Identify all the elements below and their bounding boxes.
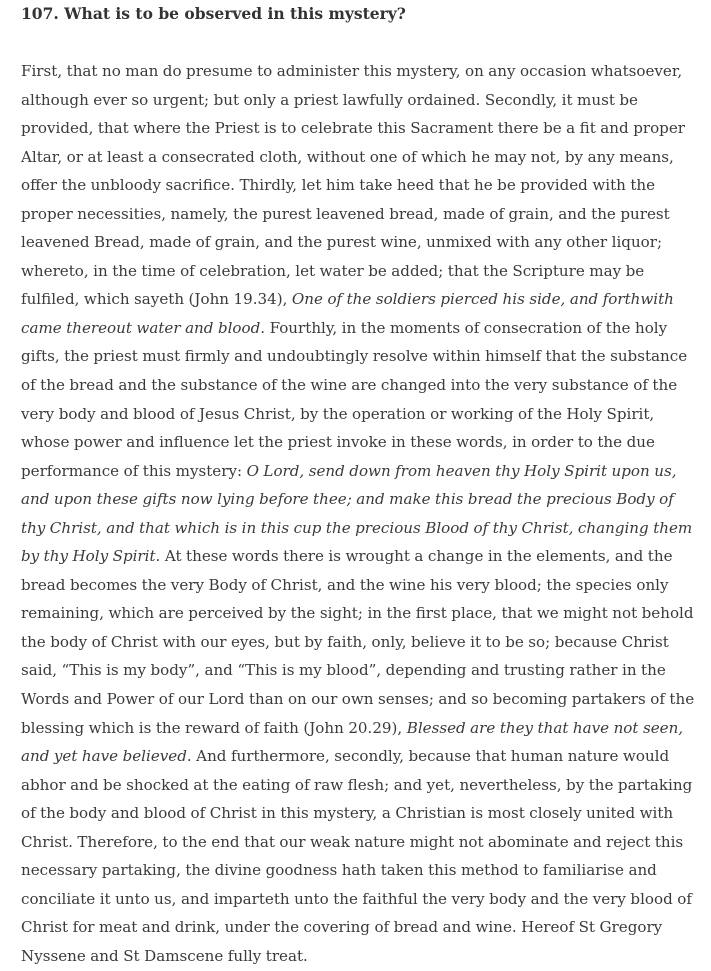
question-heading: 107. What is to be observed in this mystery? — [21, 4, 406, 23]
scripture-quote-john-20-29: Blessed are they that have not seen, and yet have believed — [21, 718, 684, 766]
answer-paragraph — [21, 57, 697, 971]
answer-text-part-1: First, that no man do presume to administer this mystery, on any occasion whatsoever, although ever so urgent; but only a priest lawfully ordained. Secondly, it must be provided, that where the Priest is to celebrate this Sacrament there be a fit and proper Altar, or at least a consecrated cloth, without one of which he may not, by any means, offer the unbloody sacrifice. Thirdly, let him take heed that he be provided with the proper necessities, namely, the purest leavened bread, made of grain, and the purest leavened Bread, made of grain, and the purest wine, unmixed with any other liquor; whereto, in the time of celebration, let water be added; that the Scripture may be fulfiled, which sayeth (John 19.34), — [21, 62, 685, 309]
answer-text-part-2: . Fourthly, in the moments of consecration of the holy gifts, the priest must firmly and undoubtingly resolve within himself that the substance of the bread and the substance of the wine are changed into the very substance of the very body and blood of Jesus Christ, by the operation or working of the Holy Spirit, whose power and influence let the priest invoke in these words, in order to the due performance of this mystery: — [21, 318, 688, 480]
answer-text-part-4: . And furthermore, secondly, because that human nature would abhor and be shocked at the eating of raw flesh; and yet, nevertheless, by the partaking of the body and blood of Christ in this mystery, a Christian is most closely united with Christ. Therefore, to the end that our weak nature might not abominate and reject this necessary partaking, the divine goodness hath taken this method to familiarise and conciliate it unto us, and imparteth unto the faithful the very body and the very blood of Christ for meat and drink, under the covering of bread and wine. Hereof St Gregory Nyssene and St Damscene fully treat. — [21, 747, 693, 965]
epiclesis-prayer-quote: O Lord, send down from heaven thy Holy Spirit upon us, and upon these gifts now lying before thee; and make this bread the precious Body of thy Christ, and that which is in this cup the precious Blood of thy Christ, changing them by thy Holy Spirit — [21, 461, 693, 566]
scripture-quote-john-19-34: One of the soldiers pierced his side, and forthwith came thereout water and blood — [21, 290, 674, 337]
answer-text-part-3: . At these words there is wrought a change in the elements, and the bread becomes the very Body of Christ, and the wine his very blood; the species only remaining, which are perceived by the sight; in the first place, that we might not behold the body of Christ with our eyes, but by faith, only, believe it to be so; because Christ said, “This is my body”, and “This is my blood”, depending and trusting rather in the Words and Power of our Lord than on our own senses; and so becoming partakers of the blessing which is the reward of faith (John 20.29), — [21, 547, 695, 737]
